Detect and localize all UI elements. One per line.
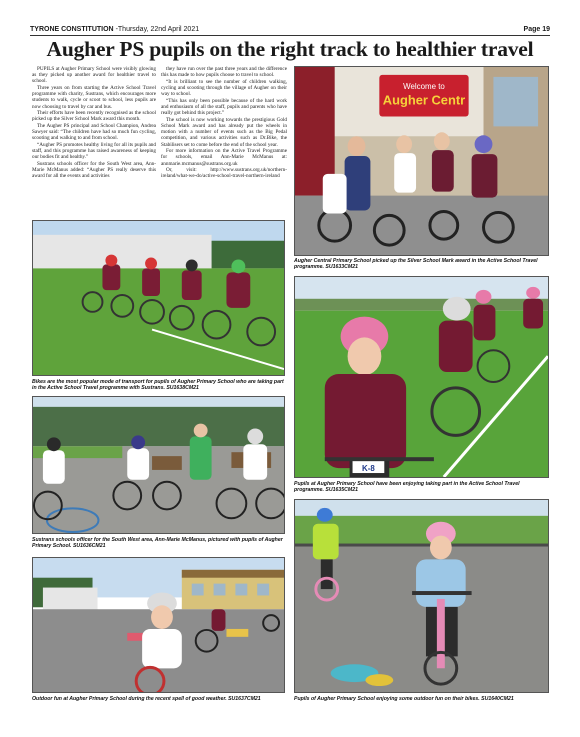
page-number: Page 19	[523, 26, 550, 33]
paragraph: The school is now working towards the prestigious Gold School Mark award and has already put the wheels in motion with a number of events such as the Big Pedal competition, and various activities such as Dr.Bike, the Stabilisers set to come before the end of the school year.	[161, 116, 287, 148]
paragraph: “This has only been possible because of the hard work and enthusiasm of all the staff, pupils and parents who have really got behind this project.”	[161, 97, 287, 117]
publication-name	[30, 26, 199, 33]
caption-sustrans-officer: Sustrans schools officer for the South West area, Ann-Marie McManus, pictured with pupils of Augher Primary School. SU1636CM21	[32, 537, 283, 550]
bike-number-plate: K-8	[362, 464, 375, 474]
sign-text-top: Welcome to	[403, 81, 445, 91]
paragraph: PUPILS at Augher Primary School were visibly glowing as they picked up another award for healthier travel to school.	[32, 66, 156, 85]
photo-outdoor-fun	[32, 557, 285, 693]
photo-pink-bikes	[294, 499, 549, 693]
paragraph: Three years on from starting the Active School Travel programme with charity, Sustrans, which encourages more students to walk, cycle or scoot to school, less pupils are now choosing to travel by car and bus.	[32, 85, 156, 110]
paragraph: they have run over the past three years and the difference this has made to how pupils choose to travel to school.	[161, 66, 287, 79]
paragraph: The Augher PS principal and School Champion, Andrea Sawyer said: “The children have had so much fun cycling, scooting and walking to and from school.	[32, 123, 156, 142]
caption-outdoor-fun: Outdoor fun at Augher Primary School during the recent spell of good weather. SU1637CM21	[32, 696, 261, 702]
article-column-1	[32, 66, 156, 180]
header-divider	[30, 35, 550, 36]
photo-pink-helmet	[294, 276, 549, 478]
caption-bikes-field: Bikes are the most popular mode of transport for pupils of Augher Primary School who are taking part in the Active School Travel programme with Sustrans. SU1638CM21	[32, 379, 284, 392]
caption-award: Augher Central Primary School picked up the Silver School Mark award in the Active School Travel programme. SU1633CM21	[294, 258, 538, 271]
article-column-2	[161, 66, 287, 180]
caption-pink-helmet: Pupils at Augher Primary School have been enjoying taking part in the Active School Travel programme. SU1635CM21	[294, 481, 520, 494]
sign-text-school: Augher Centr	[382, 92, 466, 108]
photo-sustrans-officer	[32, 396, 285, 534]
caption-pink-bikes: Pupils of Augher Primary School enjoying some outdoor fun on their bikes. SU1640CM21	[294, 696, 514, 702]
publication-title: TYRONE CONSTITUTION	[30, 26, 114, 33]
paragraph: Their efforts have been recently recognised as the school picked up the Silver School Mark award this month.	[32, 110, 156, 123]
paragraph: Sustrans schools officer for the South West area, Ann-Marie McManus added: “Augher PS really deserve this award for all the events and activities	[32, 161, 156, 180]
photo-bikes-field	[32, 220, 285, 376]
paragraph: “It is brilliant to see the number of children walking, cycling and scooting through the village of Augher on their way to school.	[161, 78, 287, 98]
photo-award	[294, 66, 549, 256]
paragraph: For more information on the Active Travel Programme for schools, email Ann-Marie McManus at: annmarie.mcmanus@sustrans.org.uk	[161, 148, 287, 167]
headline: Augher PS pupils on the right track to healthier travel	[46, 37, 534, 61]
paragraph: Or, visit: http://www.sustrans.org.uk/northern-ireland/what-we-do/active-school-travel-northern-ireland	[161, 167, 287, 180]
issue-date: -Thursday, 22nd April 2021	[113, 26, 200, 33]
paragraph: “Augher PS promotes healthy living for all its pupils and staff, and this programme has raised awareness of keeping our bodies fit and healthy.”	[32, 142, 156, 161]
